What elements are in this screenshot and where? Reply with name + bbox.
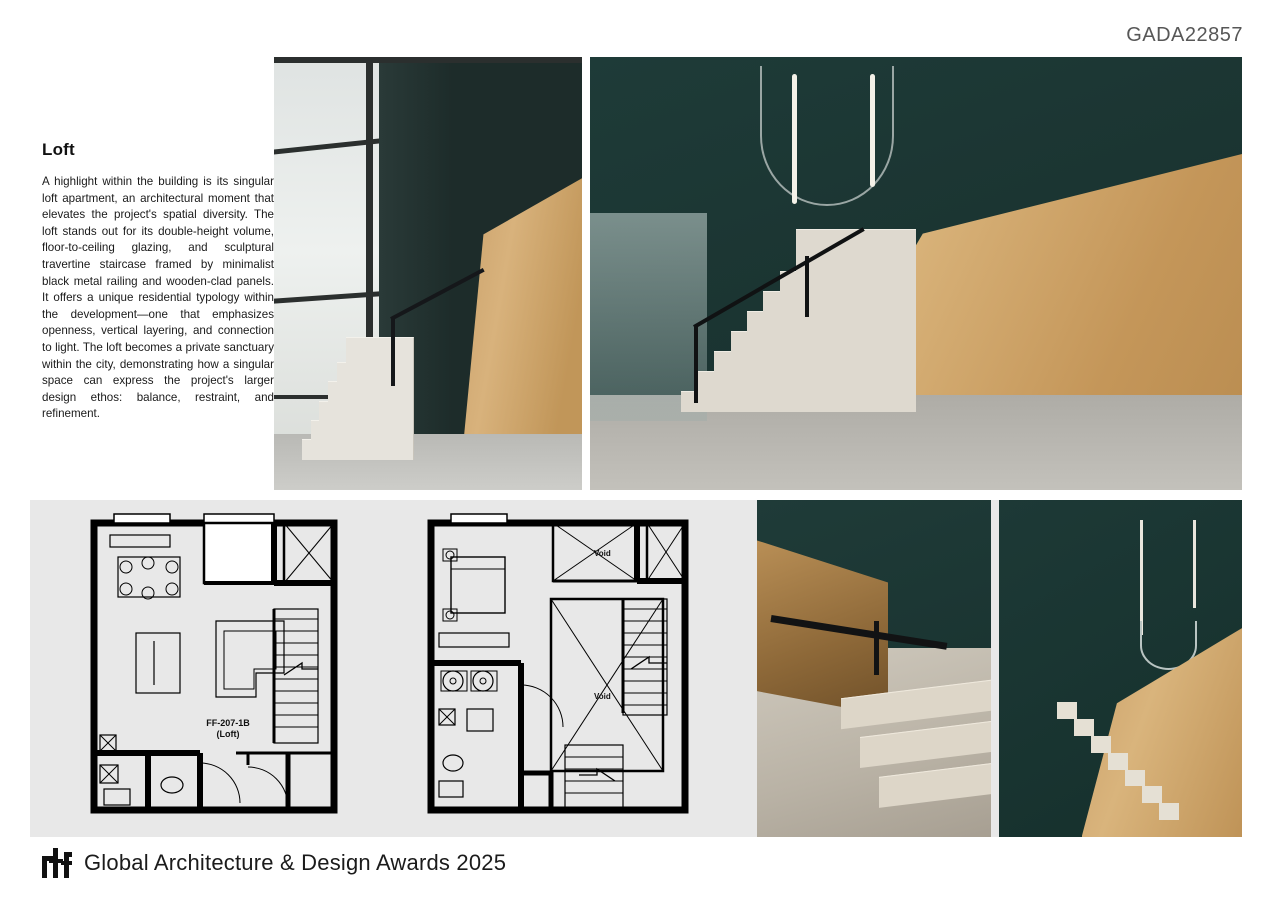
plan-1-label [168, 718, 288, 740]
pendant-tube-right [1193, 520, 1196, 608]
railing-post-left [694, 325, 698, 403]
footer-title: Global Architecture & Design Awards 2025 [84, 850, 507, 875]
article-text-column [42, 140, 274, 423]
article-body: A highlight within the building is its singular loft apartment, an architectural moment that elevates the project's spatial diversity. The loft stands out for its double-height volume, floor-to-ceiling glazing, and sculptural travertine staircase framed by minimalist black metal railing and wooden-clad panels. It offers a unique residential typology within the development—one that emphasizes openness, vertical layering, and connection to light. The loft becomes a private sanctuary within the city, demonstrating how a singular space can express the project's larger design ethos: balance, restraint, and refinement. [42, 175, 274, 421]
railing-post-right [805, 256, 809, 317]
photo-loft-interior-staircase-wide [274, 57, 582, 490]
upper-level-plan [425, 513, 697, 820]
plan-2-void-label-lower: Void [594, 692, 611, 701]
pendant-tube-left [792, 74, 797, 204]
plan-1-label-line1: FF-207-1B [206, 718, 250, 728]
photo-loft-pendant-light-staircase [590, 57, 1242, 490]
pendant-tube-left [1140, 520, 1143, 635]
pendant-tube-right [870, 74, 875, 187]
plan-2-void-label-upper: Void [594, 549, 611, 558]
travertine-staircase [302, 338, 413, 459]
handrail-post [874, 621, 879, 675]
travertine-staircase [681, 230, 916, 412]
photo-pendant-light-green-wall-detail [999, 500, 1242, 837]
reference-code: GADA22857 [1126, 24, 1243, 46]
plan-1-label-line2: (Loft) [216, 729, 240, 739]
lower-level-plan [88, 513, 346, 820]
window-mullion-top [274, 57, 582, 63]
rtf-logo-icon [42, 848, 74, 878]
page-title: Loft [42, 140, 75, 159]
photo-staircase-detail-wood-handrail [757, 500, 991, 837]
footer [42, 848, 506, 878]
railing-post [391, 317, 395, 386]
